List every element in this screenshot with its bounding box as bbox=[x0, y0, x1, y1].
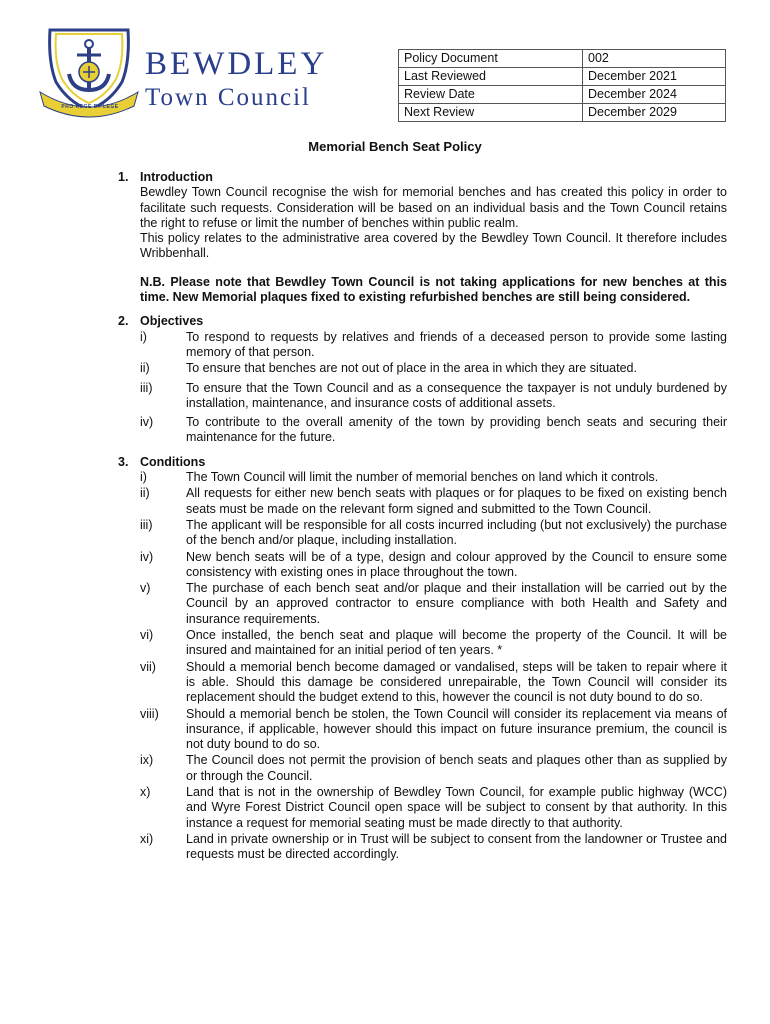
item-text: The Town Council will limit the number of memorial benches on land which it controls. bbox=[186, 470, 659, 485]
document-meta-table bbox=[398, 49, 726, 122]
item-number: i) bbox=[140, 470, 147, 485]
section-conditions bbox=[118, 455, 727, 863]
intro-note: N.B. Please note that Bewdley Town Council is not taking applications for new benches at this time. New Memorial plaques fixed to existing refurbished benches are still being considered. bbox=[140, 274, 727, 305]
list-item bbox=[140, 518, 727, 549]
section-title: Objectives bbox=[140, 314, 204, 329]
item-number: iv) bbox=[140, 415, 154, 430]
list-item bbox=[140, 550, 727, 581]
table-row bbox=[399, 86, 726, 104]
council-subtitle: Town Council bbox=[145, 84, 311, 111]
item-text: The purchase of each bench seat and/or plaque and their installation will be carried out by the Council by an approved contractor to ensure compliance with both Health and Safety and insurance requirements. bbox=[186, 581, 727, 626]
list-item bbox=[140, 470, 727, 485]
item-text: To ensure that benches are not out of place in the area in which they are situated. bbox=[186, 361, 637, 376]
table-row bbox=[399, 68, 726, 86]
meta-value: December 2024 bbox=[583, 86, 726, 104]
list-item bbox=[140, 486, 727, 517]
item-number: xi) bbox=[140, 831, 154, 846]
conditions-list bbox=[140, 470, 727, 862]
intro-paragraph: Bewdley Town Council recognise the wish for memorial benches and has created this policy in order to facilitate such requests. Consideration will be based on an individual basis and the Town Council retains the right to refuse or limit the number of benches within public realm. bbox=[140, 185, 727, 230]
objectives-list bbox=[140, 330, 727, 446]
item-text: The Council does not permit the provision of bench seats and plaques other than as supplied by or through the Council. bbox=[186, 753, 727, 783]
item-number: ii) bbox=[140, 361, 150, 376]
item-text: Should a memorial bench be stolen, the Town Council will consider its replacement via means of insurance, if applicable, however should this impact on future insurance premium, the council is not duty bound to do so. bbox=[186, 706, 727, 752]
item-number: ix) bbox=[140, 753, 154, 768]
council-name: BEWDLEY bbox=[145, 46, 328, 82]
list-item bbox=[140, 361, 727, 376]
item-number: i) bbox=[140, 329, 147, 344]
section-introduction bbox=[118, 170, 727, 305]
item-number: viii) bbox=[140, 706, 159, 721]
meta-value: 002 bbox=[583, 50, 726, 68]
item-text: To contribute to the overall amenity of the town by providing bench seats and securing their maintenance for the future. bbox=[186, 415, 727, 445]
section-objectives bbox=[118, 314, 727, 445]
section-title: Conditions bbox=[140, 454, 206, 469]
section-heading bbox=[118, 314, 727, 329]
item-text: New bench seats will be of a type, design and colour approved by the Council to ensure some consistency with existing ones in place throughout the town. bbox=[186, 549, 727, 579]
meta-label: Last Reviewed bbox=[399, 68, 583, 86]
meta-label: Next Review bbox=[399, 104, 583, 122]
list-item bbox=[140, 581, 727, 627]
section-heading bbox=[118, 170, 727, 185]
list-item bbox=[140, 832, 727, 863]
item-number: x) bbox=[140, 784, 151, 799]
table-row bbox=[399, 104, 726, 122]
item-number: iii) bbox=[140, 380, 153, 395]
meta-value: December 2029 bbox=[583, 104, 726, 122]
item-number: v) bbox=[140, 581, 151, 596]
item-text: To ensure that the Town Council and as a consequence the taxpayer is not unduly burdened by installation, maintenance, and insurance costs of additional assets. bbox=[186, 380, 727, 410]
item-text: To respond to requests by relatives and friends of a deceased person to provide some lasting memory of that person. bbox=[186, 329, 727, 359]
list-item bbox=[140, 381, 727, 412]
council-wordmark bbox=[145, 48, 327, 110]
list-item bbox=[140, 330, 727, 361]
intro-paragraph: This policy relates to the administrative area covered by the Bewdley Town Council. It therefore includes Wribbenhall. bbox=[140, 231, 727, 261]
meta-value: December 2021 bbox=[583, 68, 726, 86]
item-number: vii) bbox=[140, 659, 156, 674]
section-heading bbox=[118, 455, 727, 470]
document-title: Memorial Bench Seat Policy bbox=[308, 139, 482, 154]
list-item bbox=[140, 660, 727, 706]
item-text: The applicant will be responsible for all costs incurred including (but not exclusively) the purchase of the bench and/or plaque, including installation. bbox=[186, 517, 727, 548]
item-text: Land that is not in the ownership of Bewdley Town Council, for example public highway (WCC) and Wyre Forest District Council open space will be subject to consent by that authority. In this instance a request for memorial seating must be made directly to that authority. bbox=[186, 784, 727, 830]
item-text: Once installed, the bench seat and plaque will become the property of the Council. It will be insured and maintained for an initial period of ten years. * bbox=[186, 628, 727, 658]
policy-content bbox=[118, 170, 727, 871]
list-item bbox=[140, 415, 727, 446]
item-text: All requests for either new bench seats with plaques or for plaques to be fixed on existing bench seats must be made on the relevant form signed and submitted to the Town Council. bbox=[186, 486, 727, 516]
crest-ribbon-text: PRO REGE ET LEGE bbox=[61, 104, 119, 110]
item-number: vi) bbox=[140, 628, 154, 643]
list-item bbox=[140, 785, 727, 831]
meta-label: Policy Document bbox=[399, 50, 583, 68]
list-item bbox=[140, 707, 727, 753]
list-item bbox=[140, 628, 727, 659]
section-title: Introduction bbox=[140, 170, 213, 184]
list-item bbox=[140, 753, 727, 784]
item-text: Land in private ownership or in Trust will be subject to consent from the landowner or Trustee and requests must be directed accordingly. bbox=[186, 831, 727, 862]
table-row bbox=[399, 50, 726, 68]
item-number: iv) bbox=[140, 549, 154, 564]
item-text: Should a memorial bench become damaged or vandalised, steps will be taken to repair where it is able. Should this damage be considered unrepairable, the Town Council will consider its replacement should the budget extend to this, however the council is not duty bound to do so. bbox=[186, 659, 727, 705]
section-number: 3. bbox=[118, 454, 129, 469]
section-number: 2. bbox=[118, 314, 129, 329]
item-number: iii) bbox=[140, 517, 153, 532]
item-number: ii) bbox=[140, 486, 150, 501]
section-number: 1. bbox=[118, 170, 129, 184]
meta-label: Review Date bbox=[399, 86, 583, 104]
